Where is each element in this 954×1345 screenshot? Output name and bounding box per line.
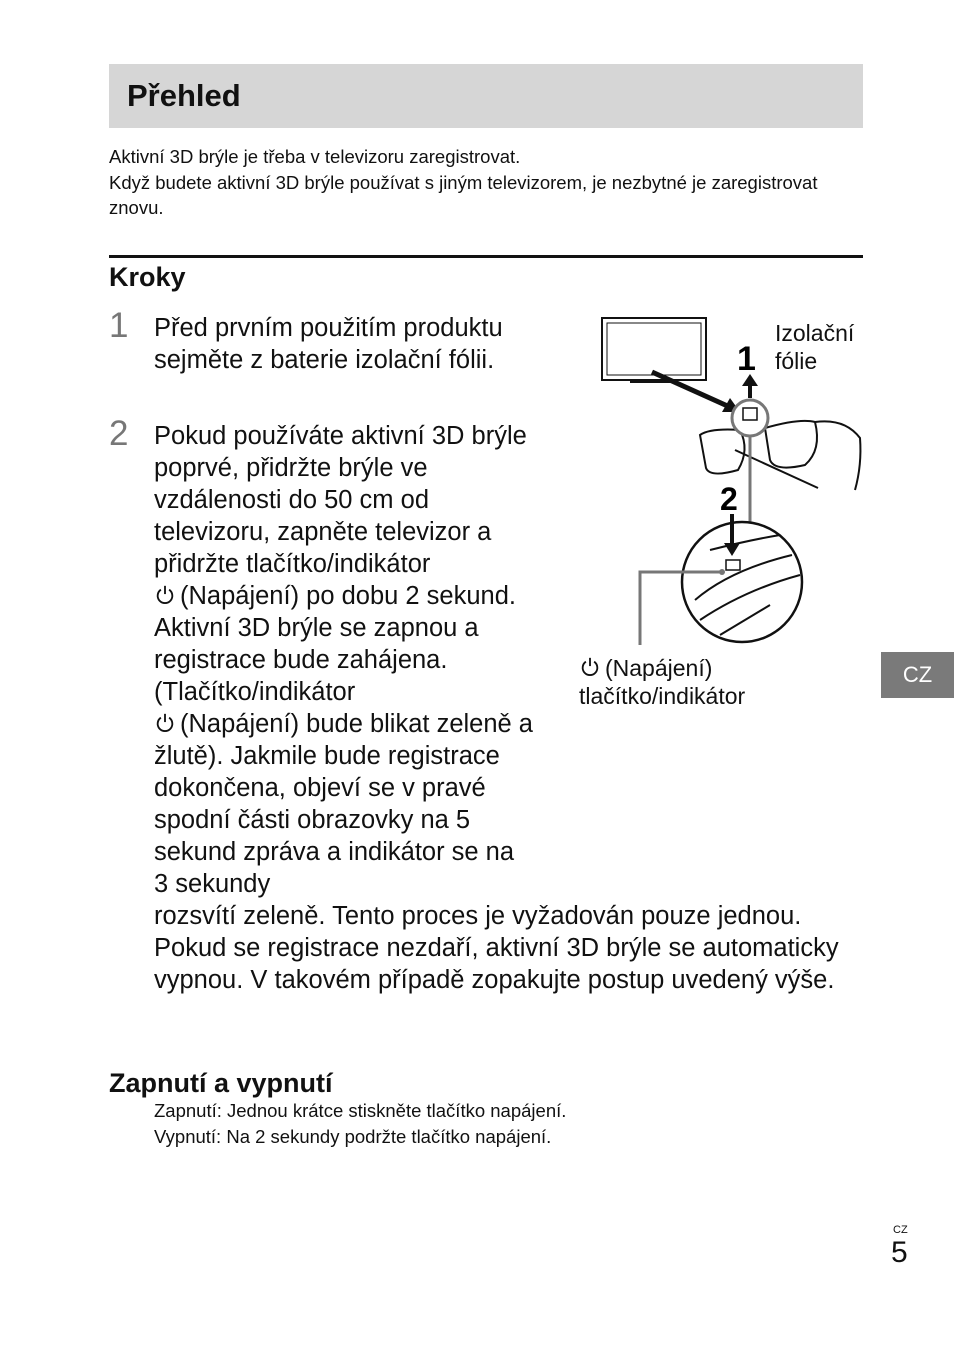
page-lang: CZ <box>893 1224 908 1236</box>
illus-label-2: 2 <box>720 481 738 517</box>
power-icon <box>154 712 176 734</box>
illus-label-1: 1 <box>737 340 756 378</box>
page-title: Přehled <box>127 78 241 113</box>
onoff-text <box>154 1098 566 1150</box>
step-number-1: 1 <box>109 306 129 345</box>
language-tab: CZ <box>881 652 954 698</box>
step-2-part-d: rozsvítí zeleně. Tento proces je vyžadován pouze jednou. Pokud se registrace nezdaří, aktivní 3D brýle se automaticky vypnou. V takovém případě zopakujte postup uvedený výše. <box>154 902 839 994</box>
power-icon <box>579 656 601 678</box>
onoff-line-2: Vypnutí: Na 2 sekundy podržte tlačítko napájení. <box>154 1126 552 1147</box>
step-1-text: Před prvním použitím produktu sejměte z baterie izolační fólii. <box>154 314 503 374</box>
page-number: 5 <box>891 1236 908 1269</box>
onoff-line-1: Zapnutí: Jednou krátce stiskněte tlačítko napájení. <box>154 1100 567 1121</box>
glasses-icon <box>700 421 860 490</box>
intro-text <box>109 144 849 221</box>
foil-caption: Izolační fólie <box>775 320 855 374</box>
step-2-part-b: (Napájení) po dobu 2 sekund. Aktivní 3D brýle se zapnou a registrace bude zahájena. (Tlačítko/indikátor <box>154 582 516 706</box>
power-caption: (Napájení) tlačítko/indikátor <box>579 655 746 709</box>
section-divider <box>109 255 863 258</box>
steps-heading: Kroky <box>109 262 186 292</box>
step-number-2: 2 <box>109 414 129 453</box>
step-2-part-a: Pokud používáte aktivní 3D brýle poprvé, přidržte brýle ve vzdálenosti do 50 cm od televizoru, zapněte televizor a přidržte tlačítko/indikátor <box>154 422 527 578</box>
intro-line-2: Když budete aktivní 3D brýle používat s jiným televizorem, je nezbytné je zaregistrovat znovu. <box>109 171 818 218</box>
intro-line-1: Aktivní 3D brýle je třeba v televizoru zaregistrovat. <box>109 146 521 167</box>
step-2-part-c: (Napájení) bude blikat zeleně a žlutě). Jakmile bude registrace dokončena, objeví se v pravé spodní části obrazovky na 5 sekund zpráva a indikátor se na 3 sekundy <box>154 710 533 898</box>
title-bar <box>109 64 863 128</box>
power-icon <box>154 584 176 606</box>
onoff-heading: Zapnutí a vypnutí <box>109 1068 333 1098</box>
